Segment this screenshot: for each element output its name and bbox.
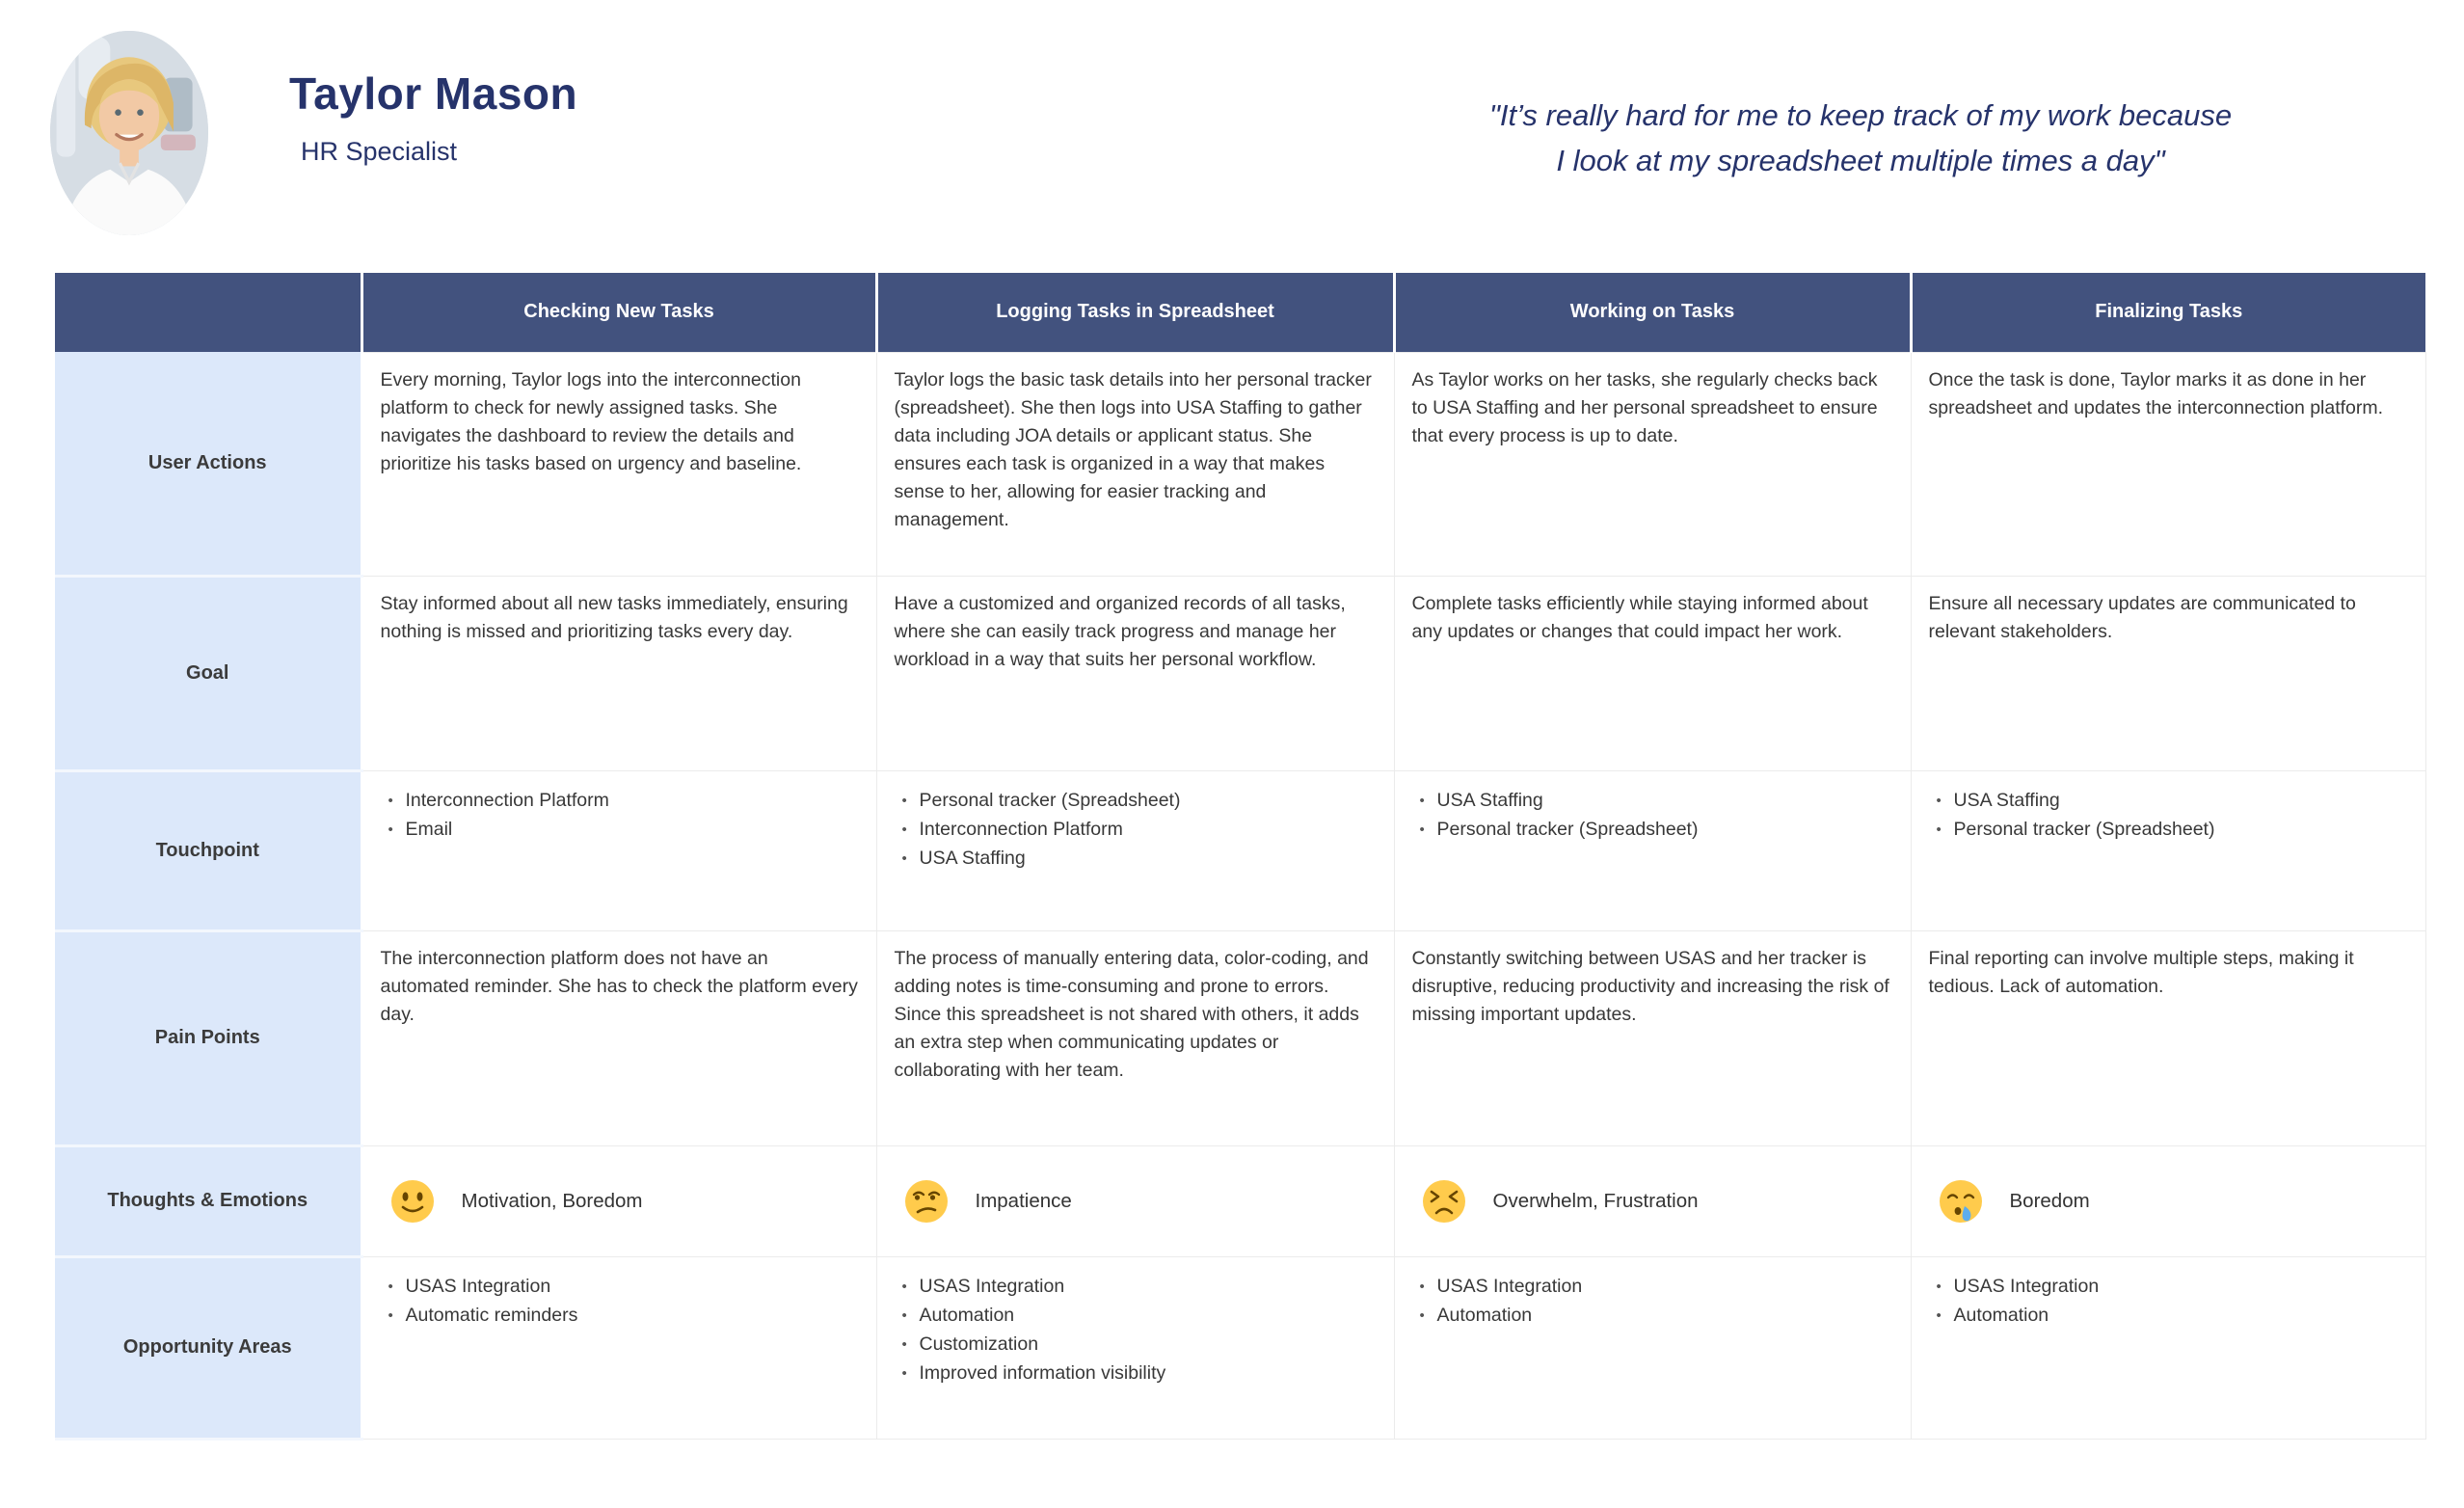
list-item: • Automation (895, 1302, 1377, 1330)
list-item: • USAS Integration (895, 1273, 1377, 1301)
persona-quote-line1: "It’s really hard for me to keep track of my work because (1488, 98, 2233, 132)
opportunity-cell (876, 1256, 1394, 1439)
list-item: • Automation (1929, 1302, 2408, 1330)
persona-role: HR Specialist (301, 137, 458, 166)
list-item: • USAS Integration (1929, 1273, 2408, 1301)
opportunity-list (1412, 1273, 1893, 1330)
row-touchpoint (55, 770, 2425, 930)
persona-quote-line2: I look at my spreadsheet multiple times a day" (1556, 144, 2165, 177)
pain-points-cell: Constantly switching between USAS and her tracker is disruptive, reducing productivity and increasing the risk of missing important updates. (1394, 930, 1911, 1145)
opportunity-cell (362, 1256, 876, 1439)
emotion-cell (362, 1145, 876, 1256)
list-item: • Personal tracker (Spreadsheet) (895, 787, 1377, 815)
stage-header-working-on-tasks: Working on Tasks (1394, 273, 1911, 352)
goal-cell: Ensure all necessary updates are communicated to relevant stakeholders. (1911, 576, 2425, 770)
list-item: • Automation (1412, 1302, 1893, 1330)
list-item: • Customization (895, 1331, 1377, 1359)
pain-points-cell: The interconnection platform does not have an automated reminder. She has to check the platform every day. (362, 930, 876, 1145)
row-label-touchpoint: Touchpoint (55, 770, 362, 930)
touchpoint-list (1412, 787, 1893, 844)
emotion-text: Impatience (975, 1190, 1072, 1212)
row-thoughts-emotions (55, 1145, 2425, 1256)
pain-points-cell: Final reporting can involve multiple steps, making it tedious. Lack of automation. (1911, 930, 2425, 1145)
list-item: • USA Staffing (1929, 787, 2408, 815)
touchpoint-cell (876, 770, 1394, 930)
user-actions-cell: Taylor logs the basic task details into her personal tracker (spreadsheet). She then logs into USA Staffing to gather data including JOA details or applicant status. She ensures each task is organized in a way that makes sense to her, allowing for easier tracking and management. (876, 352, 1394, 576)
user-actions-cell: Every morning, Taylor logs into the interconnection platform to check for newly assigned tasks. She navigates the dashboard to review the details and prioritize his tasks based on urgency and baseline. (362, 352, 876, 576)
list-item: • USA Staffing (1412, 787, 1893, 815)
list-item: • Improved information visibility (895, 1360, 1377, 1387)
list-item: • Personal tracker (Spreadsheet) (1929, 816, 2408, 844)
opportunity-list (381, 1273, 859, 1330)
goal-cell: Have a customized and organized records of all tasks, where she can easily track progress and manage her workload in a way that suits her personal workflow. (876, 576, 1394, 770)
row-pain-points (55, 930, 2425, 1145)
user-actions-cell: As Taylor works on her tasks, she regularly checks back to USA Staffing and her personal spreadsheet to ensure that every process is up to date. (1394, 352, 1911, 576)
journey-table (55, 273, 2426, 1441)
touchpoint-list (895, 787, 1377, 873)
sleepy-face-icon (1937, 1177, 1985, 1225)
touchpoint-list (1929, 787, 2408, 844)
list-item: • Interconnection Platform (895, 816, 1377, 844)
list-item: • Personal tracker (Spreadsheet) (1412, 816, 1893, 844)
persona-avatar (50, 31, 208, 235)
touchpoint-cell (1394, 770, 1911, 930)
opportunity-list (1929, 1273, 2408, 1330)
emotion-text: Boredom (2009, 1190, 2090, 1212)
stage-header-checking-new-tasks: Checking New Tasks (362, 273, 876, 352)
persona-quote (1407, 93, 2314, 183)
row-goal (55, 576, 2425, 770)
emotion-cell (876, 1145, 1394, 1256)
touchpoint-list (381, 787, 859, 844)
list-item: • USAS Integration (381, 1273, 859, 1301)
emotion-cell (1394, 1145, 1911, 1256)
row-label-thoughts-emotions: Thoughts & Emotions (55, 1145, 362, 1256)
slightly-smiling-face-icon (388, 1177, 437, 1225)
persevering-face-icon (1420, 1177, 1468, 1225)
pain-points-cell: The process of manually entering data, color-coding, and adding notes is time-consuming and prone to errors. Since this spreadsheet is not shared with others, it adds an extra step when communicating updates or collaborating with her team. (876, 930, 1394, 1145)
list-item: • Interconnection Platform (381, 787, 859, 815)
row-user-actions (55, 352, 2425, 576)
emotion-text: Motivation, Boredom (461, 1190, 643, 1212)
list-item: • Automatic reminders (381, 1302, 859, 1330)
row-label-user-actions: User Actions (55, 352, 362, 576)
list-item: • USA Staffing (895, 845, 1377, 873)
list-item: • USAS Integration (1412, 1273, 1893, 1301)
row-label-pain-points: Pain Points (55, 930, 362, 1145)
list-item: • Email (381, 816, 859, 844)
goal-cell: Stay informed about all new tasks immediately, ensuring nothing is missed and prioritizing tasks every day. (362, 576, 876, 770)
goal-cell: Complete tasks efficiently while staying informed about any updates or changes that could impact her work. (1394, 576, 1911, 770)
row-label-goal: Goal (55, 576, 362, 770)
unamused-face-icon (902, 1177, 951, 1225)
row-label-opportunity-areas: Opportunity Areas (55, 1256, 362, 1439)
user-actions-cell: Once the task is done, Taylor marks it as done in her spreadsheet and updates the interconnection platform. (1911, 352, 2425, 576)
avatar-portrait-illustration (50, 31, 208, 235)
row-opportunity-areas (55, 1256, 2425, 1439)
stage-header-logging-tasks: Logging Tasks in Spreadsheet (876, 273, 1394, 352)
touchpoint-cell (1911, 770, 2425, 930)
opportunity-cell (1394, 1256, 1911, 1439)
emotion-cell (1911, 1145, 2425, 1256)
opportunity-list (895, 1273, 1377, 1387)
stage-header-finalizing-tasks: Finalizing Tasks (1911, 273, 2425, 352)
touchpoint-cell (362, 770, 876, 930)
opportunity-cell (1911, 1256, 2425, 1439)
persona-name: Taylor Mason (289, 68, 578, 119)
stage-header-corner (55, 273, 362, 352)
stage-header-row (55, 273, 2425, 352)
emotion-text: Overwhelm, Frustration (1492, 1190, 1699, 1212)
